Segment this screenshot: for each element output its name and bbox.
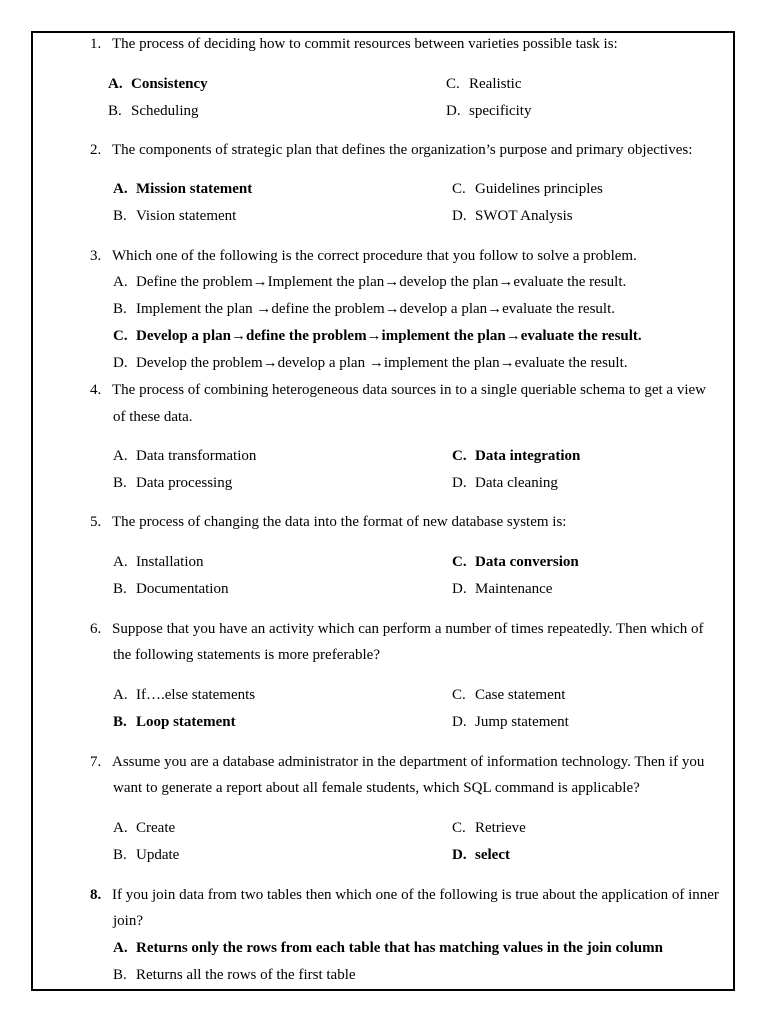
question-5-option-d [452, 580, 552, 598]
option-text: Case statement [475, 687, 566, 703]
question-number: 1. [90, 36, 102, 52]
option-text: Develop the problem→develop a plan →implement the plan→evaluate the result. [136, 355, 628, 371]
option-text: Maintenance [475, 581, 553, 597]
option-letter: B. [113, 208, 127, 224]
option-text: Update [136, 847, 180, 863]
option-text: SWOT Analysis [475, 208, 573, 224]
option-text: Jump statement [475, 714, 569, 730]
option-text: Documentation [136, 581, 229, 597]
question-6-option-a [113, 686, 255, 704]
option-letter: D. [452, 208, 467, 224]
option-letter: A. [113, 687, 128, 703]
option-letter: C. [452, 448, 467, 464]
question-number: 7. [90, 754, 102, 770]
question-4-option-a [113, 447, 256, 465]
question-text: want to generate a report about all female students, which SQL command is applicable? [113, 780, 640, 796]
question-2-option-d [452, 207, 573, 225]
question-1-option-d [446, 102, 531, 120]
option-letter: A. [108, 76, 123, 92]
option-letter: A. [113, 181, 128, 197]
option-text: Create [136, 820, 176, 836]
question-text: Suppose that you have an activity which can perform a number of times repeatedly. Then which of [112, 621, 704, 637]
question-5-option-c [452, 553, 579, 571]
question-6-option-b [113, 713, 236, 731]
question-2-option-b [113, 207, 236, 225]
question-number: 2. [90, 142, 102, 158]
question-text: The components of strategic plan that defines the organization’s purpose and primary objectives: [112, 142, 693, 158]
question-4-stem [90, 381, 706, 399]
question-5-option-a [113, 553, 204, 571]
option-letter: C. [113, 328, 128, 344]
question-text: join? [113, 913, 143, 929]
question-text: The process of combining heterogeneous data sources in to a single queriable schema to get a view [112, 382, 706, 398]
question-6-option-c [452, 686, 565, 704]
option-letter: D. [452, 714, 467, 730]
option-text: Implement the plan →define the problem→develop a plan→evaluate the result. [136, 301, 616, 317]
option-text: specificity [469, 103, 532, 119]
question-2-stem [90, 141, 692, 159]
option-letter: C. [452, 687, 466, 703]
question-3-option-c [113, 327, 642, 345]
question-1-option-c [446, 75, 522, 93]
question-4-option-c [452, 447, 580, 465]
option-letter: D. [452, 847, 467, 863]
question-3-stem [90, 247, 637, 265]
option-text: Define the problem→Implement the plan→develop the plan→evaluate the result. [136, 274, 627, 290]
question-7-option-b [113, 846, 179, 864]
option-letter: D. [113, 355, 128, 371]
question-4-stem-continued [113, 408, 193, 426]
question-7-stem-continued [113, 779, 640, 797]
question-4-option-b [113, 474, 232, 492]
option-letter: A. [113, 554, 128, 570]
question-4-option-d [452, 474, 558, 492]
option-text: Realistic [469, 76, 522, 92]
option-letter: B. [113, 301, 127, 317]
question-8-stem [90, 886, 719, 904]
question-6-stem [90, 620, 703, 638]
option-text: Data processing [136, 475, 233, 491]
option-letter: D. [452, 475, 467, 491]
option-letter: B. [113, 847, 127, 863]
question-3-option-b [113, 300, 615, 318]
question-1-option-a [108, 75, 208, 93]
question-number: 4. [90, 382, 102, 398]
question-number: 8. [90, 887, 102, 903]
option-text: select [475, 847, 510, 863]
question-8-stem-continued [113, 912, 143, 930]
question-text: of these data. [113, 409, 193, 425]
option-text: Data transformation [136, 448, 257, 464]
option-text: Installation [136, 554, 204, 570]
option-letter: B. [113, 967, 127, 983]
question-number: 6. [90, 621, 102, 637]
option-letter: D. [446, 103, 461, 119]
option-text: Data integration [475, 448, 581, 464]
question-number: 3. [90, 248, 102, 264]
option-text: Returns all the rows of the first table [136, 967, 356, 983]
question-7-stem [90, 753, 704, 771]
question-7-option-c [452, 819, 526, 837]
option-letter: A. [113, 274, 128, 290]
question-8-option-a [113, 939, 663, 957]
question-text: Which one of the following is the correct procedure that you follow to solve a problem. [112, 248, 637, 264]
option-text: Vision statement [136, 208, 237, 224]
question-1-stem [90, 35, 618, 53]
question-text: The process of changing the data into the format of new database system is: [112, 514, 567, 530]
option-letter: A. [113, 820, 128, 836]
option-letter: C. [452, 181, 466, 197]
option-letter: B. [113, 714, 127, 730]
question-text: Assume you are a database administrator in the department of information technology. Then if you [112, 754, 705, 770]
option-text: Guidelines principles [475, 181, 603, 197]
question-2-option-a [113, 180, 252, 198]
question-text: The process of deciding how to commit resources between varieties possible task is: [112, 36, 618, 52]
option-letter: C. [452, 820, 466, 836]
option-letter: A. [113, 448, 128, 464]
question-1-option-b [108, 102, 199, 120]
question-5-option-b [113, 580, 228, 598]
question-text: the following statements is more preferable? [113, 647, 380, 663]
question-2-option-c [452, 180, 603, 198]
question-3-option-a [113, 273, 626, 291]
question-5-stem [90, 513, 566, 531]
option-letter: C. [446, 76, 460, 92]
option-letter: B. [113, 475, 127, 491]
option-text: Develop a plan→define the problem→implement the plan→evaluate the result. [136, 328, 642, 344]
option-text: Consistency [131, 76, 208, 92]
option-text: Data cleaning [475, 475, 558, 491]
question-6-option-d [452, 713, 569, 731]
option-letter: B. [108, 103, 122, 119]
option-text: Returns only the rows from each table that has matching values in the join column [136, 940, 663, 956]
question-text: If you join data from two tables then which one of the following is true about the application of inner [112, 887, 719, 903]
option-text: Loop statement [136, 714, 236, 730]
option-text: Retrieve [475, 820, 526, 836]
option-text: Data conversion [475, 554, 579, 570]
question-7-option-a [113, 819, 175, 837]
option-text: Mission statement [136, 181, 253, 197]
question-7-option-d [452, 846, 510, 864]
option-letter: B. [113, 581, 127, 597]
question-6-stem-continued [113, 646, 380, 664]
option-letter: D. [452, 581, 467, 597]
question-8-option-b [113, 966, 356, 984]
option-letter: A. [113, 940, 128, 956]
question-3-option-d [113, 354, 628, 372]
question-number: 5. [90, 514, 102, 530]
option-text: Scheduling [131, 103, 199, 119]
option-text: If….else statements [136, 687, 256, 703]
option-letter: C. [452, 554, 467, 570]
